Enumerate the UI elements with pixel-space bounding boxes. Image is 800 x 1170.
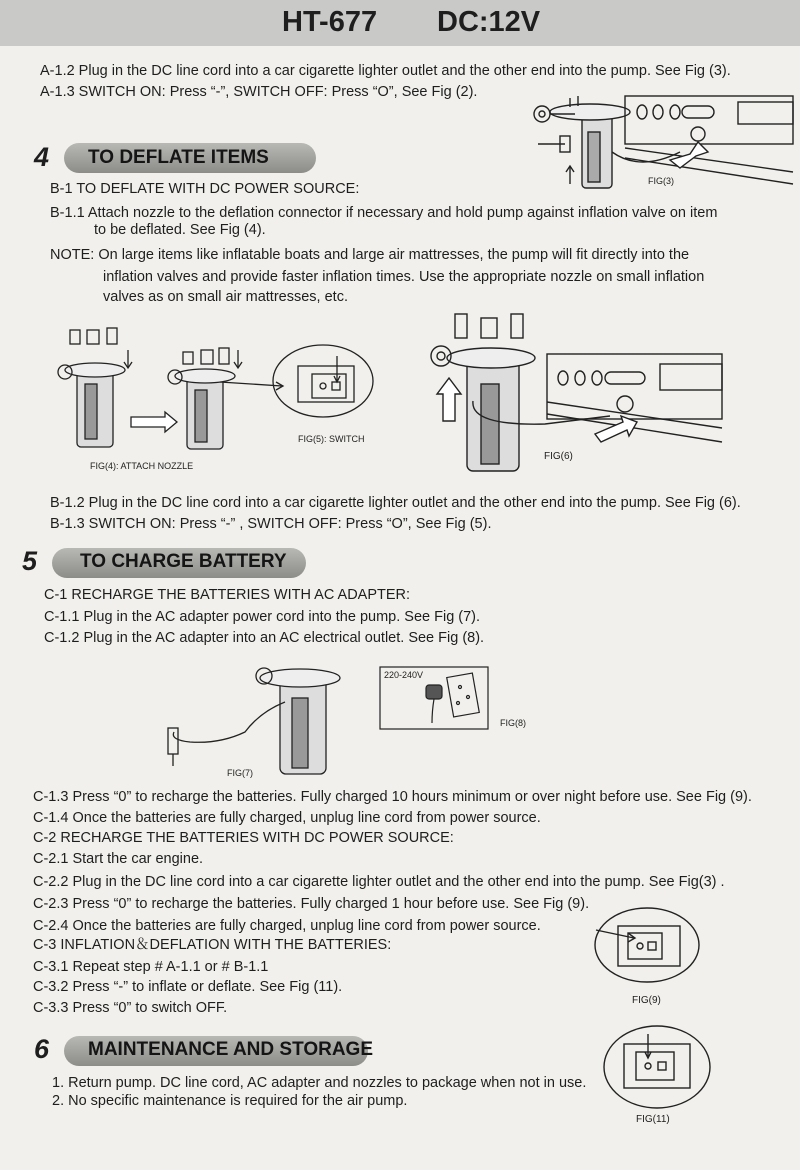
step-c23: C-2.3 Press “0” to recharge the batteries. Fully charged 1 hour before use. See Fig (9). <box>33 896 590 912</box>
section6-number: 6 <box>34 1034 50 1064</box>
section4-number: 4 <box>34 142 50 172</box>
step-b12: B-1.2 Plug in the DC line cord into a car cigarette lighter outlet and the other end into the pump. See Fig (6). <box>50 495 741 511</box>
step-b13: B-1.3 SWITCH ON: Press “-” , SWITCH OFF: Press “O”, See Fig (5). <box>50 516 492 532</box>
section4-title: TO DEFLATE ITEMS <box>88 147 269 168</box>
fig11-illustration <box>602 1024 712 1110</box>
fig8-caption: FIG(8) <box>500 718 526 728</box>
step-c2: C-2 RECHARGE THE BATTERIES WITH DC POWER SOURCE: <box>33 830 454 846</box>
fig4-caption: FIG(4): ATTACH NOZZLE <box>90 461 194 471</box>
maintenance-item1: 1. Return pump. DC line cord, AC adapter and nozzles to package when not in use. <box>52 1075 587 1091</box>
section6-title: MAINTENANCE AND STORAGE <box>88 1039 374 1060</box>
step-c3: C-3 INFLATION＆DEFLATION WITH THE BATTERIES: <box>33 937 392 953</box>
maintenance-item2: 2. No specific maintenance is required for the air pump. <box>52 1093 408 1109</box>
step-c31: C-3.1 Repeat step # A-1.1 or # B-1.1 <box>33 959 269 975</box>
section5-number: 5 <box>22 546 38 576</box>
section5-title: TO CHARGE BATTERY <box>80 551 287 572</box>
model-number: HT-677 <box>282 6 378 38</box>
fig5-caption: FIG(5): SWITCH <box>298 434 365 444</box>
note-line3: valves as on small air mattresses, etc. <box>103 289 348 305</box>
fig7-illustration <box>160 662 340 780</box>
step-b11-line2: to be deflated. See Fig (4). <box>94 222 266 238</box>
step-c32: C-3.2 Press “-” to inflate or deflate. See Fig (11). <box>33 979 343 995</box>
fig7-caption: FIG(7) <box>227 768 253 778</box>
step-c24: C-2.4 Once the batteries are fully charged, unplug line cord from power source. <box>33 918 541 934</box>
fig3-caption: FIG(3) <box>648 176 674 186</box>
fig6-illustration <box>425 306 725 476</box>
step-b11-line1: B-1.1 Attach nozzle to the deflation connector if necessary and hold pump against inflation valve on item <box>50 205 718 221</box>
fig9-illustration <box>594 906 700 984</box>
step-c13: C-1.3 Press “0” to recharge the batteries. Fully charged 10 hours minimum or over night before use. See Fig (9). <box>33 789 752 805</box>
step-c21: C-2.1 Start the car engine. <box>33 851 204 867</box>
note-line1: NOTE: On large items like inflatable boats and large air mattresses, the pump will fit directly into the <box>50 247 690 263</box>
step-a13: A-1.3 SWITCH ON: Press “-”, SWITCH OFF: Press “O”, See Fig (2). <box>40 84 478 100</box>
fig9-caption: FIG(9) <box>632 995 661 1006</box>
step-a12: A-1.2 Plug in the DC line cord into a car cigarette lighter outlet and the other end into the pump. See Fig (3). <box>40 63 731 79</box>
step-c1: C-1 RECHARGE THE BATTERIES WITH AC ADAPTER: <box>44 587 411 603</box>
step-c11: C-1.1 Plug in the AC adapter power cord into the pump. See Fig (7). <box>44 609 481 625</box>
step-c12: C-1.2 Plug in the AC adapter into an AC electrical outlet. See Fig (8). <box>44 630 485 646</box>
step-c33: C-3.3 Press “0” to switch OFF. <box>33 1000 228 1016</box>
fig5-illustration <box>220 344 380 424</box>
note-line2: inflation valves and provide faster inflation times. Use the appropriate nozzle on small inflation <box>103 269 705 285</box>
step-c14: C-1.4 Once the batteries are fully charged, unplug line cord from power source. <box>33 810 541 826</box>
voltage-rating: DC:12V <box>437 6 541 38</box>
step-c22: C-2.2 Plug in the DC line cord into a car cigarette lighter outlet and the other end into the pump. See Fig(3) . <box>33 874 725 890</box>
fig6-caption: FIG(6) <box>544 451 573 462</box>
page-header <box>0 0 800 46</box>
fig11-caption: FIG(11) <box>636 1114 670 1125</box>
fig8-voltage: 220-240V <box>384 670 424 680</box>
step-b1: B-1 TO DEFLATE WITH DC POWER SOURCE: <box>50 181 360 197</box>
